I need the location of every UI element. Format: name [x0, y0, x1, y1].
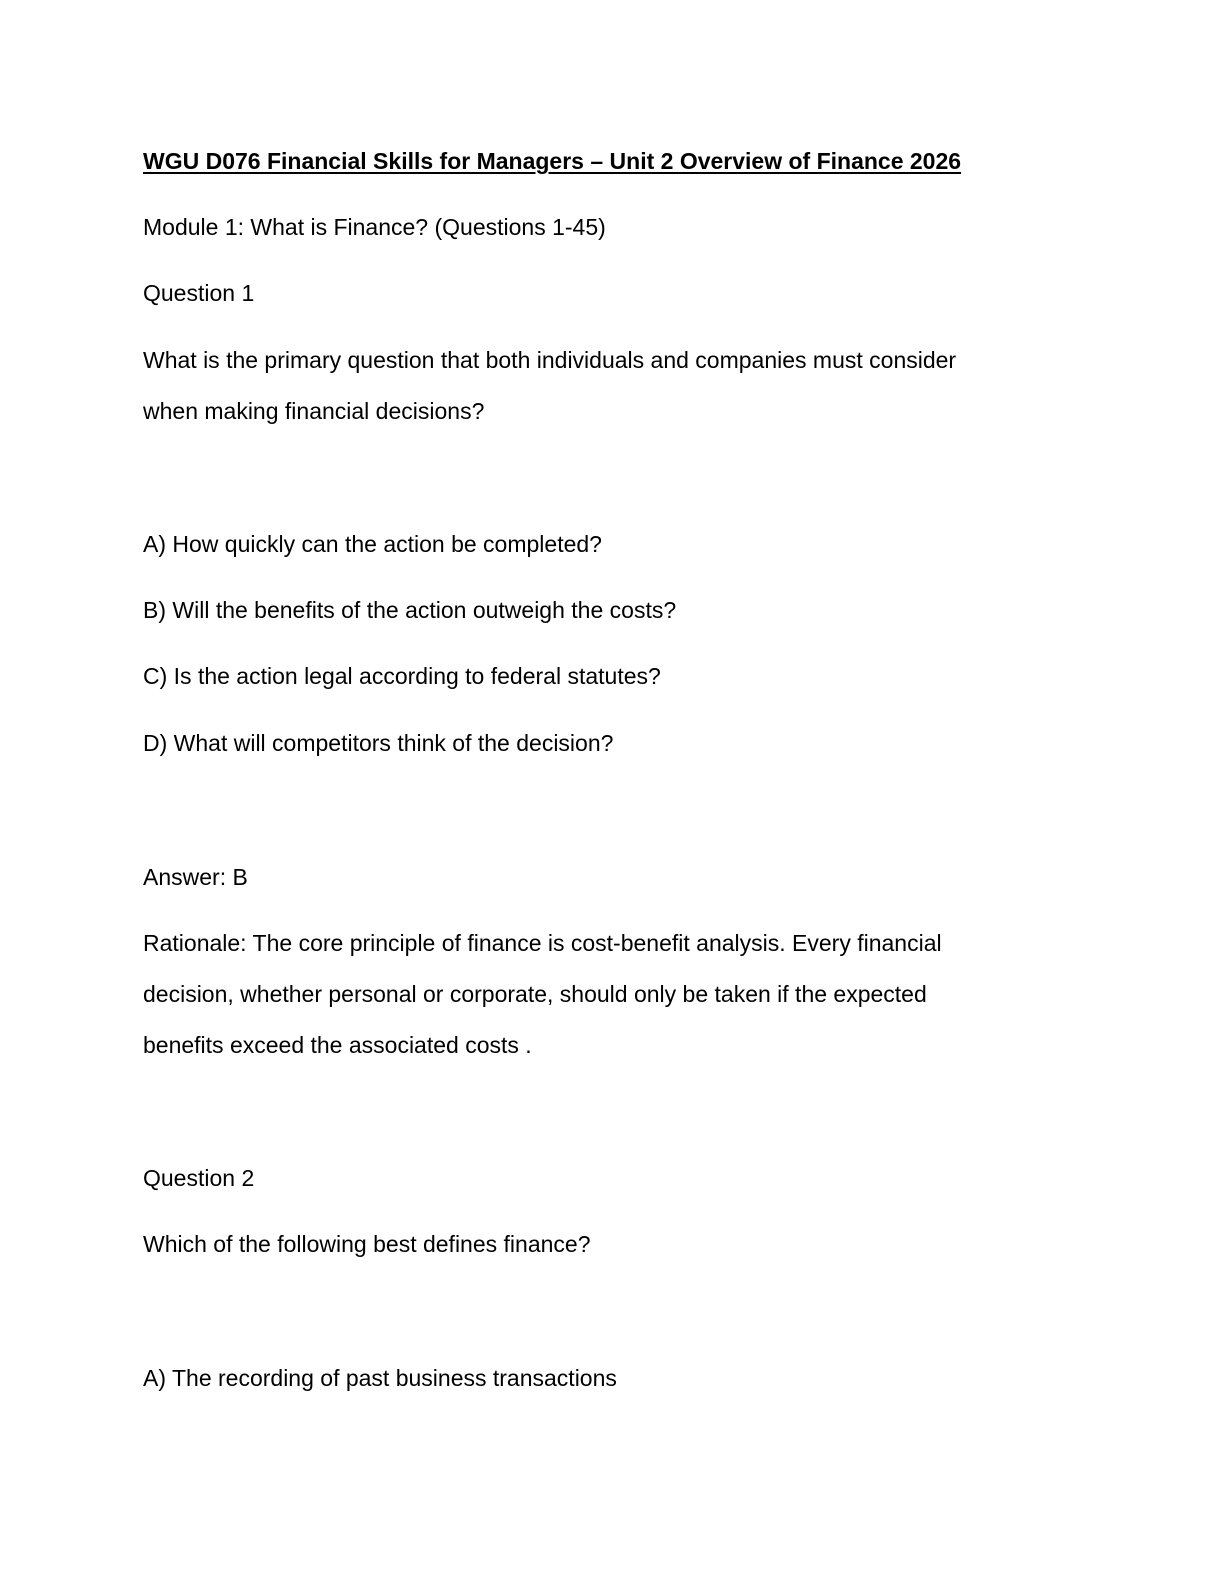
question-1-label: Question 1 [143, 280, 255, 306]
question-2-label: Question 2 [143, 1165, 255, 1191]
question-1-prompt-line-2: when making financial decisions? [143, 398, 485, 424]
question-2-option-a: A) The recording of past business transactions [143, 1365, 617, 1391]
question-1-answer: Answer: B [143, 864, 248, 890]
question-1-rationale-line-3: benefits exceed the associated costs . [143, 1032, 532, 1058]
question-2-prompt-line-1: Which of the following best defines finance? [143, 1231, 591, 1257]
question-1-rationale-line-2: decision, whether personal or corporate, should only be taken if the expected [143, 981, 927, 1007]
question-1-option-c: C) Is the action legal according to federal statutes? [143, 663, 661, 689]
question-1-option-a: A) How quickly can the action be completed? [143, 531, 602, 557]
question-1-option-d: D) What will competitors think of the decision? [143, 730, 614, 756]
question-1-prompt-line-1: What is the primary question that both individuals and companies must consider [143, 347, 957, 373]
document-title: WGU D076 Financial Skills for Managers – Unit 2 Overview of Finance 2026 [143, 148, 962, 174]
question-1-option-b: B) Will the benefits of the action outweigh the costs? [143, 597, 677, 623]
question-1-rationale-line-1: Rationale: The core principle of finance is cost-benefit analysis. Every financial [143, 930, 942, 956]
module-heading: Module 1: What is Finance? (Questions 1-45) [143, 214, 606, 240]
